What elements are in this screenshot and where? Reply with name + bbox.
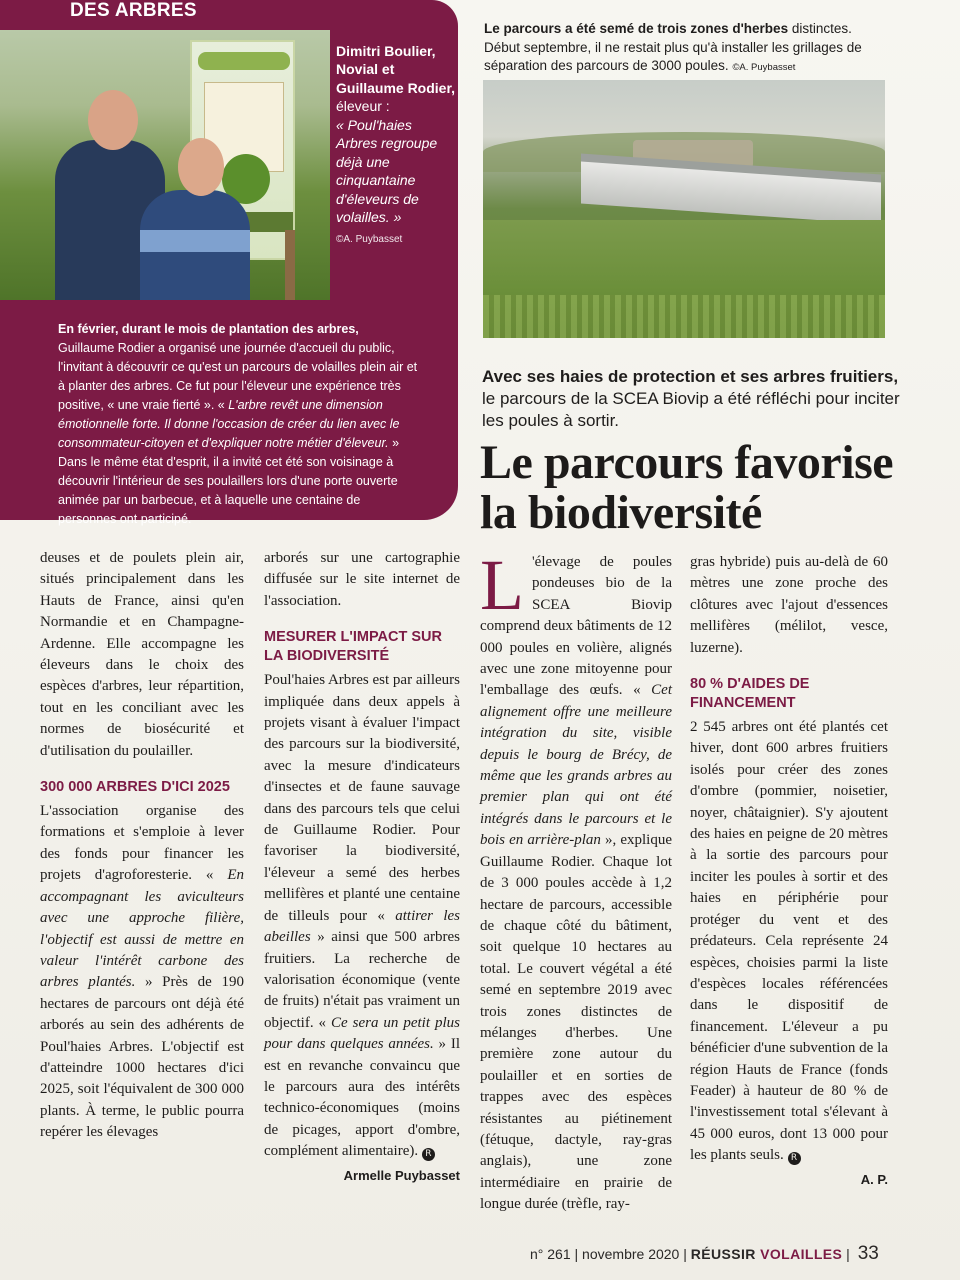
page-footer: n° 261 | novembre 2020 | RÉUSSIR VOLAILLES | 33: [530, 1243, 879, 1264]
author-initials: A. P.: [860, 1171, 888, 1187]
article-column-2: arborés sur une cartographie diffusée sur le site internet de l'association. MESURER L'IMPACT SUR LA BIODIVERSITÉ Poul'haies Arbres est par ailleurs impliquée dans deux appels à projets visant à évaluer l'impact des parcours sur la biodiversité, avec la mesure d'indicateurs d'insectes et de faune sauvage dans des parcours tels que celui de Guillaume Rodier. Pour favoriser la biodiversité, l'éleveur a semé des herbes mellifères et planté une centaine de tilleuls pour « attirer les abeilles » ainsi que 500 arbres fruitiers. La recherche de valorisation économique (vente de fruits) n'était pas vraiment un objectif. « Ce sera un petit plus pour dans quelques années. » Il est en revanche convaincu que le parcours aura des intérêts technico-économiques (moins de picages, apport d'ombre, complément alimentaire). R Armelle Puybasset: [264, 548, 460, 1186]
photo-caption-hedges: Avec ses haies de protection et ses arbres fruitiers, le parcours de la SCEA Biovip a été réfléchi pour inciter les poules à sortir.: [482, 367, 900, 430]
issue-info: n° 261 | novembre 2020 |: [530, 1246, 687, 1262]
article-column-1: deuses et de poulets plein air, situés principalement dans les Hauts de France, ainsi qu'en Normandie et en Champagne-Ardenne. Elle accompagne les éleveurs dans le choix des espèces d'arbres, leur répartition, tout en les conciliant avec les normes de biosécurité et d'utilisation du poulailler. 300 000 ARBRES D'ICI 2025 L'association organise des formations et s'emploie à lever des fonds pour financer les projets d'agroforesterie. « En accompagnant les aviculteurs avec une approche filière, l'objectif est aussi de mettre en valeur l'intérêt carbone des arbres plantés. » Près de 190 hectares de parcours ont déjà été arborés au sein des adhérents de Poul'haies Arbres. L'objectif est d'atteindre 1000 hectares d'ici 2025, soit l'équivalent de 300 000 plants. À terme, le public pourra repérer les élevages: [40, 550, 244, 1141]
end-of-article-icon: R: [788, 1152, 801, 1165]
caption-names: Dimitri Boulier, Novial et Guillaume Rodier,: [336, 43, 456, 96]
caption-role: éleveur :: [336, 98, 390, 115]
article-column-3: L 'élevage de poules pondeuses bio de la SCEA Biovip comprend deux bâtiments de 12 000 poules en volière, alignés avec une zone mitoyenne pour l'emballage des œufs. « Cet alignement offre une meilleure intégration du site, visible depuis le bourg de Brécy, de même que les grands arbres au premier plan qui ont été intégrés dans le parcours et le bois en arrière-plan », explique Guillaume Rodier. Chaque lot de 3 000 poules accède à 1,2 hectare de parcours, accessible de chaque côté du bâtiment, soit quelque 10 hectares au total. Le couvert végétal a été semé en septembre 2019 avec trois zones distinctes de mélanges d'herbes. Une première zone autour du poulailler et en sorties de trappes avec des espèces résistantes au piétinement (fétuque, dactyle, ray-gras anglais), une zone intermédiaire en prairie de longue durée (trèfle, ray-: [480, 545, 673, 1213]
photo-breeders: [0, 30, 330, 300]
photo-credit: ©A. Puybasset: [336, 233, 403, 245]
article-headline: Le parcours favorise la biodiversité: [480, 436, 894, 540]
box-body-text: En février, durant le mois de plantation des arbres, Guillaume Rodier a organisé une journée d'accueil du public, l'invitant à découvrir ce qu'est un parcours de volailles plein air et à planter des arbres. Ce fut pour l'éleveur une expérience très positive, « une vraie fierté ». « L'arbre revêt une dimension émotionnelle forte. Il donne l'occasion de créer du lien avec le consommateur-citoyen et d'expliquer notre métier d'éleveur. » Dans le même état d'esprit, il a invité cet été son voisinage à découvrir l'intérieur de ses poulaillers lors d'une porte ouverte animée par un barbecue, et à laquelle une centaine de personnes ont participé.: [58, 322, 418, 526]
page-number: 33: [857, 1243, 879, 1264]
author-byline: Armelle Puybasset: [343, 1167, 460, 1183]
subhead-300000-arbres: 300 000 ARBRES D'ICI 2025: [40, 779, 230, 796]
photo-caption-breeders: [336, 42, 456, 246]
box-lead: En février, durant le mois de plantation des arbres,: [58, 322, 359, 336]
drop-cap: L: [480, 545, 524, 625]
subhead-mesurer-impact: MESURER L'IMPACT SUR LA BIODIVERSITÉ: [264, 629, 442, 665]
end-of-article-icon: R: [422, 1148, 435, 1161]
photo-poultry-farm: [483, 80, 885, 338]
box-quote: L'arbre revêt une dimension émotionnelle forte. Il donne l'occasion de créer du lien avec le consommateur-citoyen et d'expliquer notre métier d'éleveur.: [58, 398, 400, 450]
sidebar-box: [0, 0, 458, 526]
box-title: DES ARBRES: [70, 0, 197, 21]
photo-credit: ©A. Puybasset: [732, 62, 796, 74]
subhead-aides-financement: 80 % D'AIDES DE FINANCEMENT: [690, 676, 810, 712]
magazine-name: RÉUSSIR VOLAILLES: [690, 1246, 843, 1262]
photo-caption-field: Le parcours a été semé de trois zones d'herbes distinctes. Début septembre, il ne restait plus qu'à installer les grillages de séparation des parcours de 3000 poules. ©A. Puybasset: [484, 21, 862, 74]
article-column-4: gras hybride) puis au-delà de 60 mètres une zone proche des clôtures avec l'ajout d'essences mellifères (mélilot, vesce, luzerne). 80 % D'AIDES DE FINANCEMENT 2 545 arbres ont été plantés cet hiver, dont 600 arbres fruitiers isolés pour créer des zones d'ombre (pommier, noisetier, noyer, châtaignier). S'y ajoutent des haies en peigne de 20 mètres à la sortie des parcours pour inciter les poules à sortir et des haies en périphérie pour protéger du vent et des prédateurs. Cela représente 24 espèces, choisies parmi la liste d'espèces locales référencées dans le dispositif de financement. L'éleveur a pu bénéficier d'une subvention de la région Hauts de France (fonds Feader) à hauteur de 80 % de l'investissement total s'élevant à 45 000 euros, dont 13 000 pour les plants seuls. R A. P.: [690, 552, 888, 1190]
caption-quote: « Poul'haies Arbres regroupe déjà une cinquantaine d'éleveurs de volailles. »: [336, 116, 438, 226]
